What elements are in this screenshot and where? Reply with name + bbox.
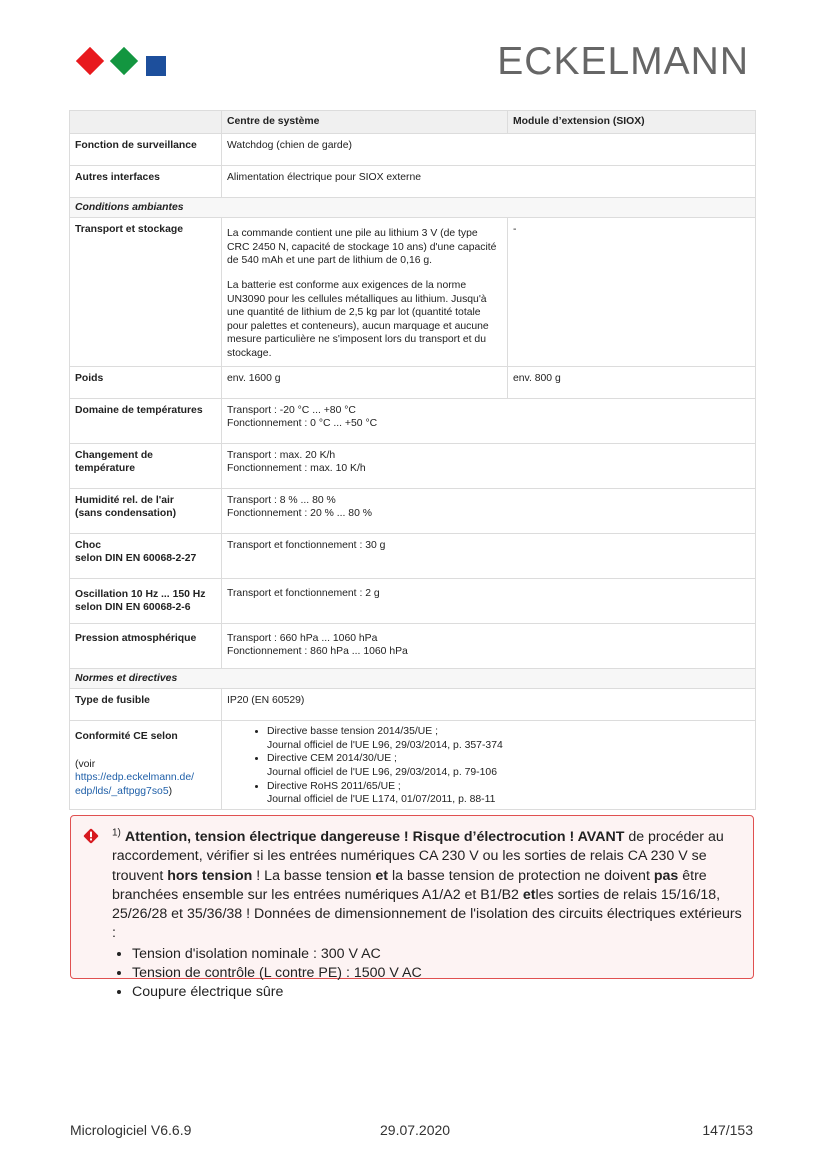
row-value (222, 721, 756, 810)
row-label: Poids (70, 366, 222, 398)
note-open: (voir (75, 758, 96, 770)
row-value-siox: env. 800 g (508, 366, 756, 398)
value-line: Transport : -20 °C ... +80 °C (227, 404, 356, 416)
row-value: Transport et fonctionnement : 30 g (222, 533, 756, 578)
transport-paragraph-2: La batterie est conforme aux exigences de la norme UN3090 pour les cellules métalliques au lithium. Jusqu'à une quantité de lithium de 2,5 kg par lot (quantité totale pour palettes et conteneurs), aucun marquage et aucune mesure particulière ne s'imposent lors du transport et du stockage. (227, 279, 489, 359)
table-header-row (70, 111, 756, 134)
note-close: ) (168, 785, 173, 797)
value-line: Transport : 8 % ... 80 % (227, 494, 336, 506)
brand-wordmark: ECKELMANN (497, 40, 749, 83)
table-row (70, 366, 756, 398)
warning-diamond-icon (83, 828, 99, 844)
list-item: • Tension d'isolation nominale : 300 V AC (132, 945, 742, 964)
table-row (70, 721, 756, 810)
table-row (70, 443, 756, 488)
value-line: Fonctionnement : 860 hPa ... 1060 hPa (227, 646, 408, 658)
row-value (222, 218, 508, 366)
warning-text-part: la basse tension de protection ne doivent (388, 867, 654, 884)
row-label: Autres interfaces (70, 165, 222, 197)
row-label (70, 443, 222, 488)
ce-link-part2[interactable]: edp/lds/_aftpgg7so5 (75, 785, 169, 797)
list-item: • Directive CEM 2014/30/UE ; Journal officiel de l'UE L96, 29/03/2014, p. 79-106 (267, 752, 750, 779)
row-value (222, 443, 756, 488)
list-item: • Tension de contrôle (L contre PE) : 1500 V AC (132, 964, 742, 983)
value-line: Transport : 660 hPa ... 1060 hPa (227, 632, 378, 644)
row-label (70, 488, 222, 533)
footnote-marker: 1) (112, 827, 121, 839)
label-line: selon DIN EN 60068-2-27 (75, 553, 197, 565)
value-line: Transport : max. 20 K/h (227, 449, 336, 461)
table-row (70, 133, 756, 165)
label-line: Choc (75, 539, 101, 551)
row-label: Fonction de surveillance (70, 133, 222, 165)
warning-bold: et (522, 886, 536, 903)
ce-link-part1[interactable]: https://edp.eckelmann.de/ (75, 772, 194, 784)
footer-firmware: Micrologiciel V6.6.9 (70, 1122, 192, 1138)
warning-box (70, 815, 754, 1001)
section-row-env (70, 197, 756, 218)
row-value-siox: - (508, 218, 756, 366)
label-line: Changement de (75, 449, 153, 461)
warning-text-part: être branchées ensemble sur les entrées numériques A1/A2 et B1/B2 (112, 867, 707, 903)
label-line: température (75, 463, 136, 475)
warning-text-part: les sorties de relais 15/16/18, 25/26/28 et 35/36/38 ! Données de dimensionnement de l'isolation des circuits électriques extérieurs : (112, 886, 742, 942)
warning-text-part: ! La basse tension (252, 867, 376, 884)
label-line: Oscillation 10 Hz ... 150 Hz (75, 588, 206, 600)
row-value: Transport et fonctionnement : 2 g (222, 578, 756, 623)
value-line: Fonctionnement : 0 °C ... +50 °C (227, 418, 378, 430)
table-row (70, 578, 756, 623)
spec-table (69, 110, 756, 810)
table-row (70, 398, 756, 443)
col-header-empty (70, 111, 222, 134)
label-line: selon DIN EN 60068-2-6 (75, 602, 191, 614)
red-diamond-icon (76, 47, 104, 75)
directive-list (227, 725, 750, 807)
table-row (70, 165, 756, 197)
label-line: Conformité CE selon (75, 731, 178, 743)
value-line: Fonctionnement : max. 10 K/h (227, 463, 366, 475)
row-label: Pression atmosphérique (70, 623, 222, 668)
warning-bold: et (375, 867, 389, 884)
row-label (70, 721, 222, 810)
list-item: • Directive basse tension 2014/35/UE ; Journal officiel de l'UE L96, 29/03/2014, p. 357-374 (267, 725, 750, 752)
row-value: env. 1600 g (222, 366, 508, 398)
row-value (222, 623, 756, 668)
row-value (222, 398, 756, 443)
row-value: Alimentation électrique pour SIOX externe (222, 165, 756, 197)
section-title: Conditions ambiantes (70, 197, 756, 218)
warning-text (112, 828, 742, 1003)
list-item: • Directive RoHS 2011/65/UE ; Journal officiel de l'UE L174, 01/07/2011, p. 88-11 (267, 780, 750, 807)
table-row (70, 218, 756, 366)
col-header-system: Centre de système (222, 111, 508, 134)
section-title: Normes et directives (70, 668, 756, 689)
row-value (222, 488, 756, 533)
row-label (70, 578, 222, 623)
col-header-siox: Module d’extension (SIOX) (508, 111, 756, 134)
footer-page-number: 147/153 (702, 1122, 753, 1138)
footer-date: 29.07.2020 (380, 1122, 451, 1138)
label-line: Humidité rel. de l'air (75, 494, 174, 506)
ce-note (75, 758, 216, 799)
list-item: • Coupure électrique sûre (132, 983, 742, 1002)
warning-bold: Attention, tension électrique dangereuse ! Risque d’électrocution ! AVANT (124, 829, 625, 845)
warning-text-part: de procéder au raccordement, vérifier si les entrées numériques CA 230 V ou les sorties de relais CA 230 V se trouvent (112, 829, 724, 884)
table-row (70, 533, 756, 578)
label-line: (sans condensation) (75, 508, 177, 520)
row-label: Type de fusible (70, 689, 222, 721)
transport-paragraph-1: La commande contient une pile au lithium 3 V (de type CRC 2450 N, capacité de stockage 10 ans) d'une capacité de 540 mAh et une part de lithium de 0,16 g. (227, 228, 497, 267)
eckelmann-logo-squares (76, 47, 168, 79)
value-line: Fonctionnement : 20 % ... 80 % (227, 508, 372, 520)
table-row (70, 689, 756, 721)
blue-square-icon (146, 56, 166, 76)
row-value: IP20 (EN 60529) (222, 689, 756, 721)
table-row (70, 623, 756, 668)
warning-bold: hors tension (167, 867, 253, 884)
row-label: Transport et stockage (70, 218, 222, 366)
warning-list (112, 945, 742, 1003)
row-label (70, 533, 222, 578)
row-value: Watchdog (chien de garde) (222, 133, 756, 165)
section-row-norms (70, 668, 756, 689)
row-label: Domaine de températures (70, 398, 222, 443)
table-row (70, 488, 756, 533)
warning-bold: pas (653, 867, 679, 884)
green-diamond-icon (110, 47, 138, 75)
